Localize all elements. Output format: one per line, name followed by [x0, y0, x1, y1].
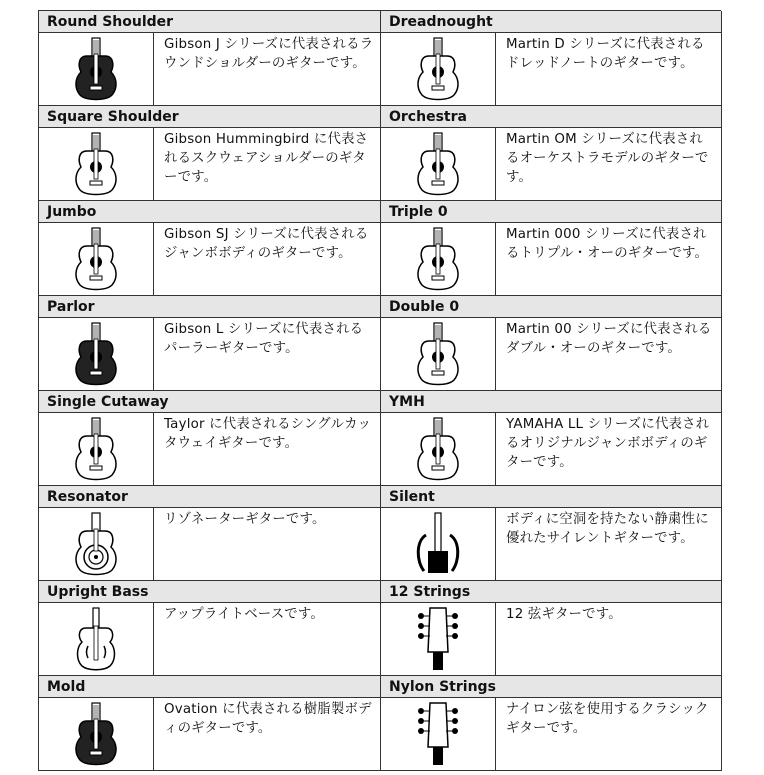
round-shoulder-guitar-icon — [39, 33, 154, 105]
guitar-entry — [381, 223, 722, 296]
guitar-name-header: Single Cutaway — [39, 391, 381, 413]
single-cutaway-guitar-icon — [39, 413, 154, 485]
dreadnought-guitar-icon — [381, 33, 496, 105]
12-strings-headstock-icon — [381, 603, 496, 675]
guitar-description: ボディに空洞を持たない静粛性に優れたサイレントギターです。 — [506, 512, 709, 546]
guitar-entry — [39, 698, 381, 771]
guitar-description: Gibson SJ シリーズに代表されるジャンボボディのギターです。 — [164, 227, 369, 261]
guitar-name-header: Orchestra — [381, 106, 722, 128]
guitar-description: 12 弦ギターです。 — [506, 607, 622, 622]
guitar-description: ナイロン弦を使用するクラシックギターです。 — [506, 702, 709, 736]
nylon-strings-headstock-icon — [381, 698, 496, 770]
guitar-entry — [381, 698, 722, 771]
guitar-entry — [39, 223, 381, 296]
guitar-entry — [39, 318, 381, 391]
guitar-name-header: Round Shoulder — [39, 11, 381, 33]
guitar-name-header: Parlor — [39, 296, 381, 318]
guitar-entry — [381, 33, 722, 106]
guitar-name-header: Jumbo — [39, 201, 381, 223]
guitar-name-header: Upright Bass — [39, 581, 381, 603]
guitar-description: Taylor に代表されるシングルカッタウェイギターです。 — [164, 417, 372, 451]
guitar-entry — [381, 318, 722, 391]
jumbo-guitar-icon — [39, 223, 154, 295]
guitar-description: Ovation に代表される樹脂製ボディのギターです。 — [164, 702, 372, 736]
double-0-guitar-icon — [381, 318, 496, 390]
guitar-entry — [39, 413, 381, 486]
guitar-entry — [381, 508, 722, 581]
guitar-name-header: YMH — [381, 391, 722, 413]
guitar-entry — [39, 508, 381, 581]
guitar-description: リゾネーターギターです。 — [164, 512, 326, 527]
square-shoulder-guitar-icon — [39, 128, 154, 200]
guitar-name-header: Resonator — [39, 486, 381, 508]
guitar-entry — [381, 603, 722, 676]
guitar-description: アップライトベースです。 — [164, 607, 325, 622]
guitar-name-header: Mold — [39, 676, 381, 698]
guitar-name-header: Triple 0 — [381, 201, 722, 223]
guitar-name-header: 12 Strings — [381, 581, 722, 603]
guitar-entry — [381, 413, 722, 486]
triple-0-guitar-icon — [381, 223, 496, 295]
guitar-description: Gibson J シリーズに代表されるラウンドショルダーのギターです。 — [164, 37, 374, 71]
guitar-entry — [39, 603, 381, 676]
guitar-description: Martin 000 シリーズに代表されるトリプル・オーのギターです。 — [506, 227, 709, 261]
guitar-entry — [381, 128, 722, 201]
guitar-name-header: Square Shoulder — [39, 106, 381, 128]
resonator-guitar-icon — [39, 508, 154, 580]
guitar-type-table — [38, 10, 721, 771]
guitar-entry — [39, 128, 381, 201]
parlor-guitar-icon — [39, 318, 154, 390]
guitar-description: Martin 00 シリーズに代表されるダブル・オーのギターです。 — [506, 322, 712, 356]
guitar-entry — [39, 33, 381, 106]
guitar-name-header: Double 0 — [381, 296, 722, 318]
guitar-description: Gibson L シリーズに代表されるパーラーギターです。 — [164, 322, 364, 356]
guitar-description: Gibson Hummingbird に代表されるスクウェアショルダーのギターです。 — [164, 132, 369, 185]
guitar-description: Martin OM シリーズに代表されるオーケストラモデルのギターです。 — [506, 132, 709, 185]
mold-guitar-icon — [39, 698, 154, 770]
silent-guitar-icon — [381, 508, 496, 580]
guitar-name-header: Dreadnought — [381, 11, 722, 33]
orchestra-guitar-icon — [381, 128, 496, 200]
guitar-name-header: Nylon Strings — [381, 676, 722, 698]
guitar-description: Martin D シリーズに代表されるドレッドノートのギターです。 — [506, 37, 705, 71]
ymh-guitar-icon — [381, 413, 496, 485]
guitar-description: YAMAHA LL シリーズに代表されるオリジナルジャンボボディのギターです。 — [506, 417, 710, 470]
guitar-name-header: Silent — [381, 486, 722, 508]
upright-bass-icon — [39, 603, 154, 675]
